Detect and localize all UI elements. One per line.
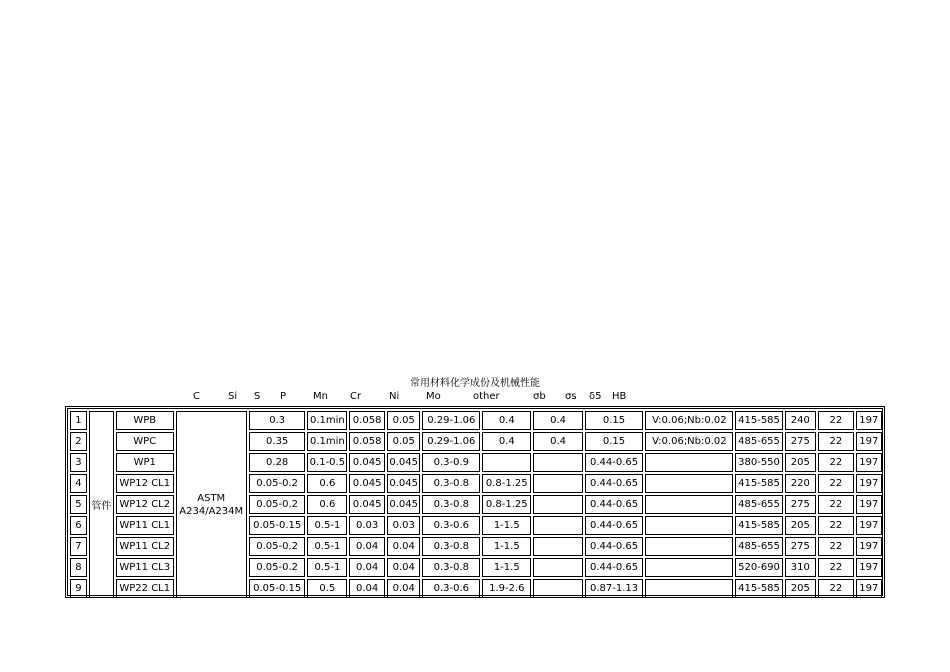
ni-cell	[533, 495, 582, 514]
header-delta5: δ5	[589, 391, 602, 402]
delta5-cell: 22	[818, 516, 854, 535]
hb-cell: 197	[856, 579, 882, 598]
c-cell: 0.35	[249, 432, 306, 451]
row-number: 5	[70, 495, 87, 514]
sigma-b-cell: 485-655	[735, 495, 782, 514]
page-title: 常用材料化学成份及机械性能	[410, 378, 540, 389]
sigma-b-cell: 415-585	[735, 411, 782, 430]
delta5-cell: 22	[818, 474, 854, 493]
p-cell: 0.03	[387, 516, 421, 535]
mo-cell: 0.15	[585, 432, 644, 451]
sigma-s-cell: 205	[785, 579, 816, 598]
row-number: 9	[70, 579, 87, 598]
sigma-s-cell: 205	[785, 516, 816, 535]
row-number: 2	[70, 432, 87, 451]
hb-cell: 197	[856, 516, 882, 535]
ni-cell	[533, 474, 582, 493]
delta5-cell: 22	[818, 537, 854, 556]
ni-cell	[533, 579, 582, 598]
cr-cell: 0.8-1.25	[482, 474, 531, 493]
other-cell	[645, 558, 733, 577]
header-c: C	[193, 391, 200, 402]
data-table	[68, 409, 884, 600]
p-cell: 0.045	[387, 474, 421, 493]
c-cell: 0.3	[249, 411, 306, 430]
cr-cell: 1-1.5	[482, 516, 531, 535]
mn-cell: 0.3-0.6	[422, 516, 480, 535]
c-cell: 0.05-0.15	[249, 579, 306, 598]
cr-cell: 0.4	[482, 411, 531, 430]
hb-cell: 197	[856, 453, 882, 472]
s-cell: 0.045	[349, 474, 385, 493]
cr-cell: 0.4	[482, 432, 531, 451]
delta5-cell: 22	[818, 579, 854, 598]
mo-cell: 0.44-0.65	[585, 558, 644, 577]
s-cell: 0.03	[349, 516, 385, 535]
delta5-cell: 22	[818, 495, 854, 514]
p-cell: 0.05	[387, 411, 421, 430]
sigma-b-cell: 520-690	[735, 558, 782, 577]
mo-cell: 0.44-0.65	[585, 474, 644, 493]
header-cr: Cr	[350, 391, 362, 402]
header-hb: HB	[612, 391, 627, 402]
sigma-b-cell: 415-585	[735, 516, 782, 535]
si-cell: 0.5-1	[307, 558, 347, 577]
grade-cell: WP1	[116, 453, 174, 472]
sigma-b-cell: 485-655	[735, 537, 782, 556]
s-cell: 0.058	[349, 411, 385, 430]
delta5-cell: 22	[818, 432, 854, 451]
s-cell: 0.04	[349, 579, 385, 598]
other-cell	[645, 474, 733, 493]
grade-cell: WPC	[116, 432, 174, 451]
row-number: 6	[70, 516, 87, 535]
grade-cell: WP11 CL1	[116, 516, 174, 535]
si-cell: 0.1min	[307, 432, 347, 451]
mo-cell: 0.15	[585, 411, 644, 430]
row-number: 3	[70, 453, 87, 472]
table-row	[70, 411, 882, 430]
mn-cell: 0.29-1.06	[422, 411, 480, 430]
s-cell: 0.04	[349, 558, 385, 577]
standard-line-1: ASTM	[197, 492, 226, 504]
s-cell: 0.058	[349, 432, 385, 451]
si-cell: 0.5	[307, 579, 347, 598]
cr-cell: 1-1.5	[482, 537, 531, 556]
s-cell: 0.045	[349, 495, 385, 514]
data-table-frame	[65, 406, 885, 598]
c-cell: 0.05-0.2	[249, 558, 306, 577]
other-cell	[645, 516, 733, 535]
sigma-b-cell: 415-585	[735, 579, 782, 598]
grade-cell: WP12 CL1	[116, 474, 174, 493]
p-cell: 0.05	[387, 432, 421, 451]
si-cell: 0.5-1	[307, 537, 347, 556]
sigma-s-cell: 275	[785, 537, 816, 556]
mn-cell: 0.3-0.9	[422, 453, 480, 472]
sigma-s-cell: 310	[785, 558, 816, 577]
sigma-b-cell: 380-550	[735, 453, 782, 472]
header-mo: Mo	[426, 391, 441, 402]
c-cell: 0.05-0.2	[249, 537, 306, 556]
ni-cell	[533, 558, 582, 577]
s-cell: 0.045	[349, 453, 385, 472]
p-cell: 0.045	[387, 453, 421, 472]
grade-cell: WP22 CL1	[116, 579, 174, 598]
sigma-s-cell: 220	[785, 474, 816, 493]
si-cell: 0.5-1	[307, 516, 347, 535]
mn-cell: 0.29-1.06	[422, 432, 480, 451]
mn-cell: 0.3-0.8	[422, 495, 480, 514]
si-cell: 0.6	[307, 474, 347, 493]
cr-cell: 0.8-1.25	[482, 495, 531, 514]
header-sigma-b: σb	[533, 391, 546, 402]
header-s: S	[254, 391, 261, 402]
category-cell: 管件	[89, 411, 114, 598]
other-cell	[645, 579, 733, 598]
p-cell: 0.04	[387, 558, 421, 577]
s-cell: 0.04	[349, 537, 385, 556]
ni-cell	[533, 453, 582, 472]
grade-cell: WP11 CL2	[116, 537, 174, 556]
hb-cell: 197	[856, 495, 882, 514]
c-cell: 0.05-0.2	[249, 474, 306, 493]
header-other: other	[473, 391, 500, 402]
p-cell: 0.04	[387, 579, 421, 598]
mn-cell: 0.3-0.8	[422, 537, 480, 556]
other-cell	[645, 453, 733, 472]
header-si: Si	[228, 391, 238, 402]
mn-cell: 0.3-0.8	[422, 558, 480, 577]
sigma-s-cell: 275	[785, 432, 816, 451]
sigma-s-cell: 275	[785, 495, 816, 514]
c-cell: 0.28	[249, 453, 306, 472]
cr-cell: 1.9-2.6	[482, 579, 531, 598]
ni-cell: 0.4	[533, 432, 582, 451]
grade-cell: WP12 CL2	[116, 495, 174, 514]
sigma-s-cell: 205	[785, 453, 816, 472]
hb-cell: 197	[856, 558, 882, 577]
mn-cell: 0.3-0.6	[422, 579, 480, 598]
mn-cell: 0.3-0.8	[422, 474, 480, 493]
header-mn: Mn	[313, 391, 328, 402]
header-p: P	[280, 391, 287, 402]
ni-cell: 0.4	[533, 411, 582, 430]
grade-cell: WP11 CL3	[116, 558, 174, 577]
row-number: 1	[70, 411, 87, 430]
mo-cell: 0.44-0.65	[585, 537, 644, 556]
mo-cell: 0.44-0.65	[585, 495, 644, 514]
p-cell: 0.04	[387, 537, 421, 556]
other-cell: V:0.06;Nb:0.02	[645, 411, 733, 430]
row-number: 8	[70, 558, 87, 577]
si-cell: 0.6	[307, 495, 347, 514]
cr-cell: 1-1.5	[482, 558, 531, 577]
ni-cell	[533, 516, 582, 535]
sigma-s-cell: 240	[785, 411, 816, 430]
sigma-b-cell: 415-585	[735, 474, 782, 493]
header-ni: Ni	[389, 391, 400, 402]
c-cell: 0.05-0.15	[249, 516, 306, 535]
si-cell: 0.1min	[307, 411, 347, 430]
other-cell	[645, 537, 733, 556]
hb-cell: 197	[856, 411, 882, 430]
mo-cell: 0.87-1.13	[585, 579, 644, 598]
delta5-cell: 22	[818, 411, 854, 430]
ni-cell	[533, 537, 582, 556]
p-cell: 0.045	[387, 495, 421, 514]
c-cell: 0.05-0.2	[249, 495, 306, 514]
cr-cell	[482, 453, 531, 472]
hb-cell: 197	[856, 537, 882, 556]
row-number: 7	[70, 537, 87, 556]
hb-cell: 197	[856, 432, 882, 451]
header-sigma-s: σs	[565, 391, 577, 402]
other-cell: V:0.06;Nb:0.02	[645, 432, 733, 451]
mo-cell: 0.44-0.65	[585, 516, 644, 535]
si-cell: 0.1-0.5	[307, 453, 347, 472]
row-number: 4	[70, 474, 87, 493]
hb-cell: 197	[856, 474, 882, 493]
sigma-b-cell: 485-655	[735, 432, 782, 451]
standard-line-2: A234/A234M	[179, 505, 244, 517]
standard-cell	[176, 411, 247, 598]
mo-cell: 0.44-0.65	[585, 453, 644, 472]
grade-cell: WPB	[116, 411, 174, 430]
delta5-cell: 22	[818, 558, 854, 577]
delta5-cell: 22	[818, 453, 854, 472]
other-cell	[645, 495, 733, 514]
